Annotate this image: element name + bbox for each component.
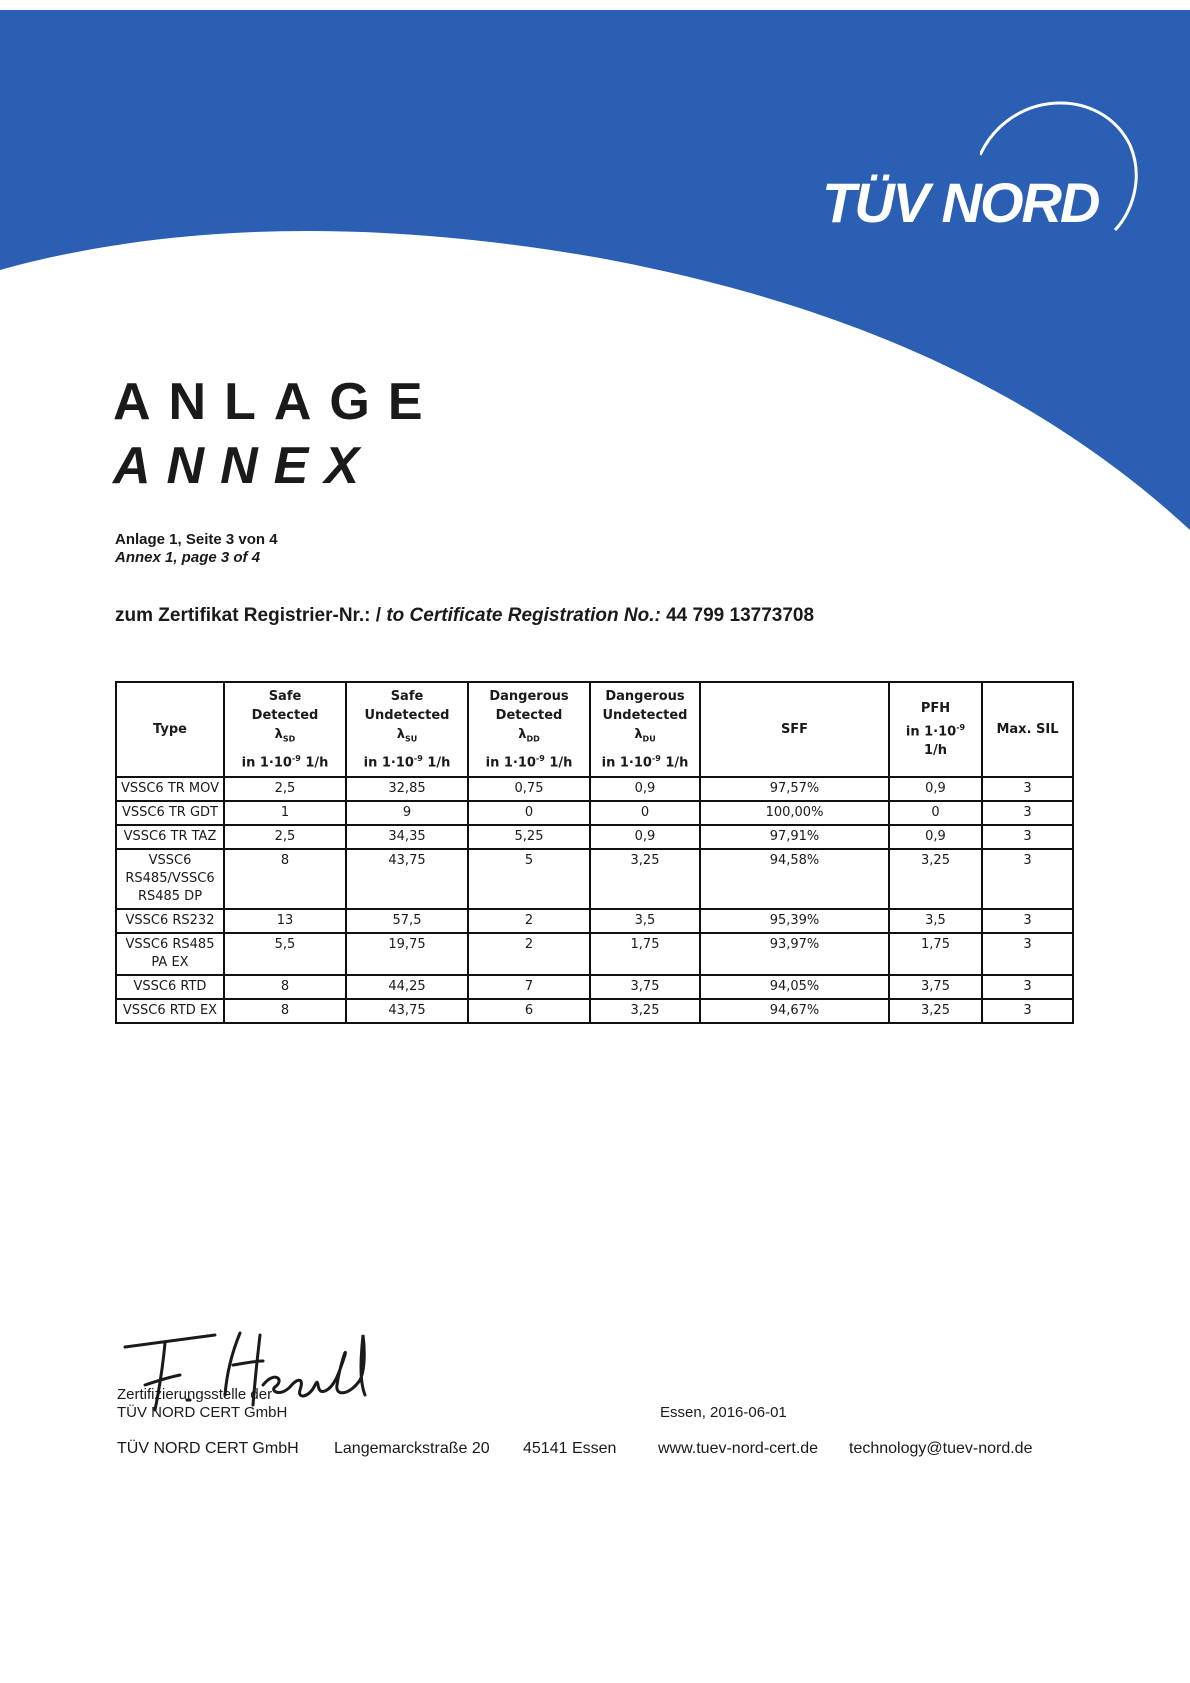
header-safe-undetected: Safe Undetected $\lambda_{SU}$ in $1\cdot 10^{-9}$ 1/h xyxy=(346,682,468,777)
table-cell-su: 43,75 xyxy=(346,849,468,909)
table-cell-du: 3,25 xyxy=(590,849,700,909)
table-cell-sil: 3 xyxy=(982,975,1073,999)
table-cell-du: 1,75 xyxy=(590,933,700,975)
table-cell-sil: 3 xyxy=(982,801,1073,825)
table-cell-su: 43,75 xyxy=(346,999,468,1023)
table-row xyxy=(116,909,1073,933)
table-cell-type: VSSC6 RS232 xyxy=(116,909,224,933)
table-cell-du: 0 xyxy=(590,801,700,825)
header-dangerous-detected: Dangerous Detected $\lambda_{DD}$ in $1\cdot 10^{-9}$ 1/h xyxy=(468,682,590,777)
table-cell-sd: 13 xyxy=(224,909,346,933)
table-cell-sil: 3 xyxy=(982,777,1073,801)
failure-rate-table xyxy=(115,681,1074,1024)
table-cell-sff: 94,05% xyxy=(700,975,889,999)
table-cell-type: VSSC6 RTD EX xyxy=(116,999,224,1023)
table-row xyxy=(116,777,1073,801)
table-cell-du: 3,5 xyxy=(590,909,700,933)
table-cell-sd: 8 xyxy=(224,849,346,909)
header-sff: SFF xyxy=(700,682,889,777)
table-cell-sff: 100,00% xyxy=(700,801,889,825)
table-cell-type: VSSC6 TR MOV xyxy=(116,777,224,801)
registration-label-en: to Certificate Registration No.: xyxy=(386,605,661,626)
table-cell-du: 3,75 xyxy=(590,975,700,999)
table-cell-sff: 95,39% xyxy=(700,909,889,933)
table-cell-sd: 5,5 xyxy=(224,933,346,975)
place-date: Essen, 2016-06-01 xyxy=(660,1404,787,1421)
footer-street: Langemarckstraße 20 xyxy=(334,1440,490,1457)
table-cell-pfh: 3,25 xyxy=(889,849,982,909)
table-cell-su: 32,85 xyxy=(346,777,468,801)
tuv-nord-logo: TÜV NORD xyxy=(822,171,1099,234)
table-cell-dd: 6 xyxy=(468,999,590,1023)
table-cell-dd: 0,75 xyxy=(468,777,590,801)
signature-label-line1: Zertifizierungsstelle der xyxy=(117,1386,273,1403)
table-cell-type: VSSC6 TR GDT xyxy=(116,801,224,825)
registration-label-de: zum Zertifikat Registrier-Nr.: / xyxy=(115,605,382,626)
table-cell-dd: 2 xyxy=(468,933,590,975)
table-cell-pfh: 0,9 xyxy=(889,777,982,801)
page-info-german: Anlage 1, Seite 3 von 4 xyxy=(115,531,278,548)
table-cell-pfh: 3,5 xyxy=(889,909,982,933)
table-cell-dd: 5 xyxy=(468,849,590,909)
table-cell-dd: 0 xyxy=(468,801,590,825)
table-cell-type: VSSC6 RS485/VSSC6 RS485 DP xyxy=(116,849,224,909)
table-cell-pfh: 0 xyxy=(889,801,982,825)
table-cell-pfh: 3,25 xyxy=(889,999,982,1023)
table-cell-sil: 3 xyxy=(982,999,1073,1023)
table-header-row xyxy=(116,682,1073,777)
footer-company: TÜV NORD CERT GmbH xyxy=(117,1440,299,1457)
table-row xyxy=(116,849,1073,909)
table-cell-su: 9 xyxy=(346,801,468,825)
table-cell-sff: 97,91% xyxy=(700,825,889,849)
title-german: ANLAGE xyxy=(113,373,441,431)
table-cell-sff: 94,67% xyxy=(700,999,889,1023)
table-cell-pfh: 3,75 xyxy=(889,975,982,999)
table-cell-sd: 8 xyxy=(224,999,346,1023)
table-cell-pfh: 1,75 xyxy=(889,933,982,975)
table-cell-sd: 2,5 xyxy=(224,825,346,849)
table-cell-du: 0,9 xyxy=(590,825,700,849)
footer-email-link[interactable]: technology@tuev-nord.de xyxy=(849,1440,1033,1457)
table-cell-du: 3,25 xyxy=(590,999,700,1023)
signature-label-line2: TÜV NORD CERT GmbH xyxy=(117,1404,288,1421)
table-cell-sil: 3 xyxy=(982,849,1073,909)
table-row xyxy=(116,999,1073,1023)
table-cell-pfh: 0,9 xyxy=(889,825,982,849)
table-cell-sff: 94,58% xyxy=(700,849,889,909)
table-cell-type: VSSC6 TR TAZ xyxy=(116,825,224,849)
table-cell-sil: 3 xyxy=(982,909,1073,933)
page-info-english: Annex 1, page 3 of 4 xyxy=(115,549,261,566)
footer-city: 45141 Essen xyxy=(523,1440,617,1457)
table-cell-sd: 2,5 xyxy=(224,777,346,801)
header-pfh: PFH in $1\cdot 10^{-9}$ 1/h xyxy=(889,682,982,777)
table-cell-sd: 1 xyxy=(224,801,346,825)
table-row xyxy=(116,975,1073,999)
table-cell-sff: 97,57% xyxy=(700,777,889,801)
registration-number: 44 799 13773708 xyxy=(666,605,815,626)
table-cell-du: 0,9 xyxy=(590,777,700,801)
table-cell-su: 57,5 xyxy=(346,909,468,933)
table-row xyxy=(116,933,1073,975)
table-cell-dd: 2 xyxy=(468,909,590,933)
table-cell-su: 44,25 xyxy=(346,975,468,999)
table-cell-dd: 7 xyxy=(468,975,590,999)
table-row xyxy=(116,801,1073,825)
table-cell-sil: 3 xyxy=(982,825,1073,849)
table-row xyxy=(116,825,1073,849)
header-type: Type xyxy=(116,682,224,777)
table-cell-sff: 93,97% xyxy=(700,933,889,975)
table-cell-sil: 3 xyxy=(982,933,1073,975)
certificate-registration xyxy=(115,605,814,627)
table-cell-type: VSSC6 RTD xyxy=(116,975,224,999)
header-max-sil: Max. SIL xyxy=(982,682,1073,777)
header-safe-detected: Safe Detected $\lambda_{SD}$ in $1\cdot 10^{-9}$ 1/h xyxy=(224,682,346,777)
table-cell-su: 34,35 xyxy=(346,825,468,849)
table-cell-type: VSSC6 RS485 PA EX xyxy=(116,933,224,975)
header-dangerous-undetected: Dangerous Undetected $\lambda_{DU}$ in $1\cdot 10^{-9}$ 1/h xyxy=(590,682,700,777)
table-body xyxy=(116,777,1073,1023)
table-cell-su: 19,75 xyxy=(346,933,468,975)
table-cell-dd: 5,25 xyxy=(468,825,590,849)
footer-web-link[interactable]: www.tuev-nord-cert.de xyxy=(658,1440,819,1457)
title-english: ANNEX xyxy=(113,437,376,495)
table-cell-sd: 8 xyxy=(224,975,346,999)
